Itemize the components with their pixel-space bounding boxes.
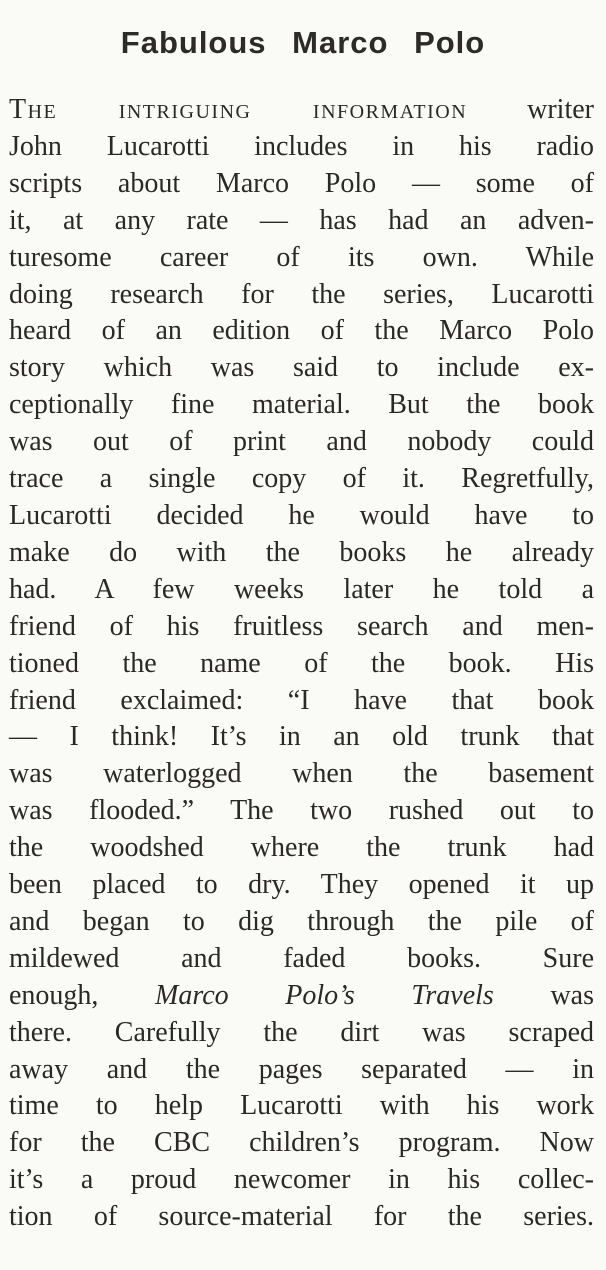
text-line xyxy=(9,461,594,498)
text-line xyxy=(9,313,594,350)
text-segment: make do with the books he already xyxy=(9,536,594,568)
text-line xyxy=(9,683,594,720)
text-segment: was out of print and nobody could xyxy=(9,426,594,458)
text-segment: turesome career of its own. While xyxy=(9,241,594,273)
text-line xyxy=(9,830,594,867)
text-line xyxy=(9,646,594,683)
text-line xyxy=(9,535,594,572)
text-segment: mildewed and faded books. Sure xyxy=(9,942,594,974)
text-segment: heard of an edition of the Marco Polo xyxy=(9,315,594,347)
text-line xyxy=(9,387,594,424)
text-segment: ceptionally fine material. But the book xyxy=(9,389,594,421)
article-title: Fabulous Marco Polo xyxy=(120,25,486,60)
text-line xyxy=(9,941,594,978)
text-line xyxy=(9,498,594,535)
text-line xyxy=(9,1162,594,1199)
text-segment: for the CBC children’s program. Now xyxy=(9,1127,594,1159)
text-line xyxy=(9,1015,594,1052)
text-segment: enough, xyxy=(9,979,156,1011)
text-line xyxy=(9,166,594,203)
text-segment: writer xyxy=(467,94,594,125)
text-segment: was xyxy=(493,979,595,1011)
text-segment: it, at any rate — has had an adven- xyxy=(9,204,594,236)
text-line xyxy=(9,277,594,314)
text-line xyxy=(9,719,594,756)
text-line xyxy=(9,1125,594,1162)
text-line xyxy=(9,867,594,904)
text-line xyxy=(9,978,594,1015)
text-segment: was waterlogged when the basement xyxy=(9,758,594,790)
text-segment: friend of his fruitless search and men- xyxy=(9,610,594,642)
text-segment: scripts about Marco Polo — some of xyxy=(9,167,594,199)
text-segment: time to help Lucarotti with his work xyxy=(9,1090,594,1122)
text-segment: away and the pages separated — in xyxy=(9,1053,594,1085)
text-segment: the woodshed where the trunk had xyxy=(9,832,594,864)
text-line xyxy=(9,350,594,387)
text-segment: The intriguing information xyxy=(9,94,468,125)
text-segment: friend exclaimed: “I have that book xyxy=(9,684,594,716)
text-line xyxy=(9,756,594,793)
text-segment: John Lucarotti includes in his radio xyxy=(9,130,594,162)
text-segment: there. Carefully the dirt was scraped xyxy=(9,1016,594,1048)
text-segment: and began to dig through the pile of xyxy=(9,905,594,937)
text-segment: doing research for the series, Lucarotti xyxy=(9,278,594,310)
text-line xyxy=(9,609,594,646)
text-segment: tion of source-material for the series. xyxy=(9,1201,594,1233)
text-segment: it’s a proud newcomer in his collec- xyxy=(9,1164,594,1196)
text-line xyxy=(9,424,594,461)
text-line xyxy=(9,1199,594,1236)
text-line xyxy=(9,92,594,129)
text-segment: trace a single copy of it. Regretfully, xyxy=(9,463,594,495)
text-segment: been placed to dry. They opened it up xyxy=(9,869,594,901)
text-line xyxy=(9,572,594,609)
text-line xyxy=(9,240,594,277)
text-line xyxy=(9,203,594,240)
text-segment: — I think! It’s in an old trunk that xyxy=(9,721,594,753)
text-segment: Lucarotti decided he would have to xyxy=(9,499,594,531)
text-line xyxy=(9,904,594,941)
text-line xyxy=(9,1088,594,1125)
text-segment: was flooded.” The two rushed out to xyxy=(9,795,594,827)
text-segment: Marco Polo’s Travels xyxy=(155,979,494,1011)
text-line xyxy=(9,793,594,830)
text-segment: tioned the name of the book. His xyxy=(9,647,594,679)
text-segment: had. A few weeks later he told a xyxy=(9,573,594,605)
text-segment: story which was said to include ex- xyxy=(9,352,594,384)
article-body xyxy=(0,92,606,1236)
text-line xyxy=(9,1052,594,1089)
text-line xyxy=(9,129,594,166)
